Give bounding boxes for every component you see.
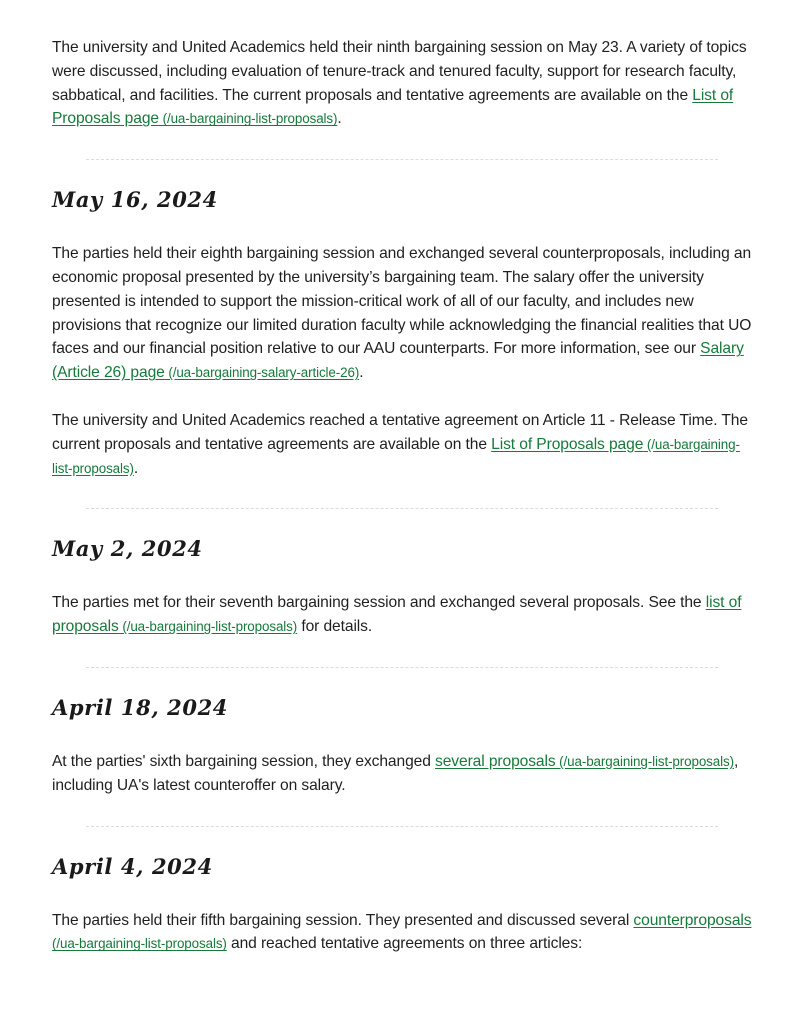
section-paragraph: The parties held their fifth bargaining session. They presented and discussed several counterproposals (/ua-bargaining-list-proposals) and reached tentative agreements on three articles:	[52, 911, 752, 953]
section-date-heading: May 2, 2024	[52, 536, 203, 562]
divider	[86, 667, 718, 668]
salary-article-26-link[interactable]: Salary (Article 26) page (/ua-bargaining-salary-article-26)	[52, 340, 744, 382]
several-proposals-link[interactable]: several proposals (/ua-bargaining-list-proposals)	[435, 752, 734, 770]
section-date-heading: April 4, 2024	[52, 853, 213, 879]
divider	[86, 159, 718, 160]
list-of-proposals-link[interactable]: List of Proposals page (/ua-bargaining-list-proposals)	[52, 435, 740, 476]
section-date-heading: May 16, 2024	[52, 187, 218, 213]
list-of-proposals-link[interactable]: list of proposals (/ua-bargaining-list-proposals)	[52, 594, 742, 636]
section-paragraph: The university and United Academics reached a tentative agreement on Article 11 - Release Time. The current proposals and tentative agreements are available on the List of Proposals page (/ua-bargaining-list-proposals).	[52, 411, 748, 477]
counterproposals-link[interactable]: counterproposals (/ua-bargaining-list-proposals)	[52, 911, 752, 952]
section-paragraph: At the parties' sixth bargaining session, they exchanged several proposals (/ua-bargaining-list-proposals), including UA's latest counteroffer on salary.	[52, 752, 739, 794]
section-date-heading: April 18, 2024	[52, 694, 228, 720]
divider	[86, 826, 718, 827]
divider	[86, 508, 718, 509]
section-paragraph: The parties held their eighth bargaining session and exchanged several counterproposals, including an economic proposal presented by the university’s bargaining team. The salary offer the university presented is intended to support the mission-critical work of all of our faculty, and includes new provisions that recognize our limited duration faculty while acknowledging the financial realities that UO faces and our financial position relative to our AAU counterparts. For more information, see our Salary (Article 26) page (/ua-bargaining-salary-article-26).	[52, 245, 752, 382]
section-paragraph: The parties met for their seventh bargaining session and exchanged several proposals. See the list of proposals (/ua-bargaining-list-proposals) for details.	[52, 594, 742, 636]
article-body	[52, 36, 752, 956]
intro-paragraph: The university and United Academics held their ninth bargaining session on May 23. A variety of topics were discussed, including evaluation of tenure-track and tenured faculty, support for research faculty, sabbatical, and facilities. The current proposals and tentative agreements are available on the List of Proposals page (/ua-bargaining-list-proposals).	[52, 39, 747, 128]
list-of-proposals-link[interactable]: List of Proposals page (/ua-bargaining-list-proposals)	[52, 86, 734, 128]
